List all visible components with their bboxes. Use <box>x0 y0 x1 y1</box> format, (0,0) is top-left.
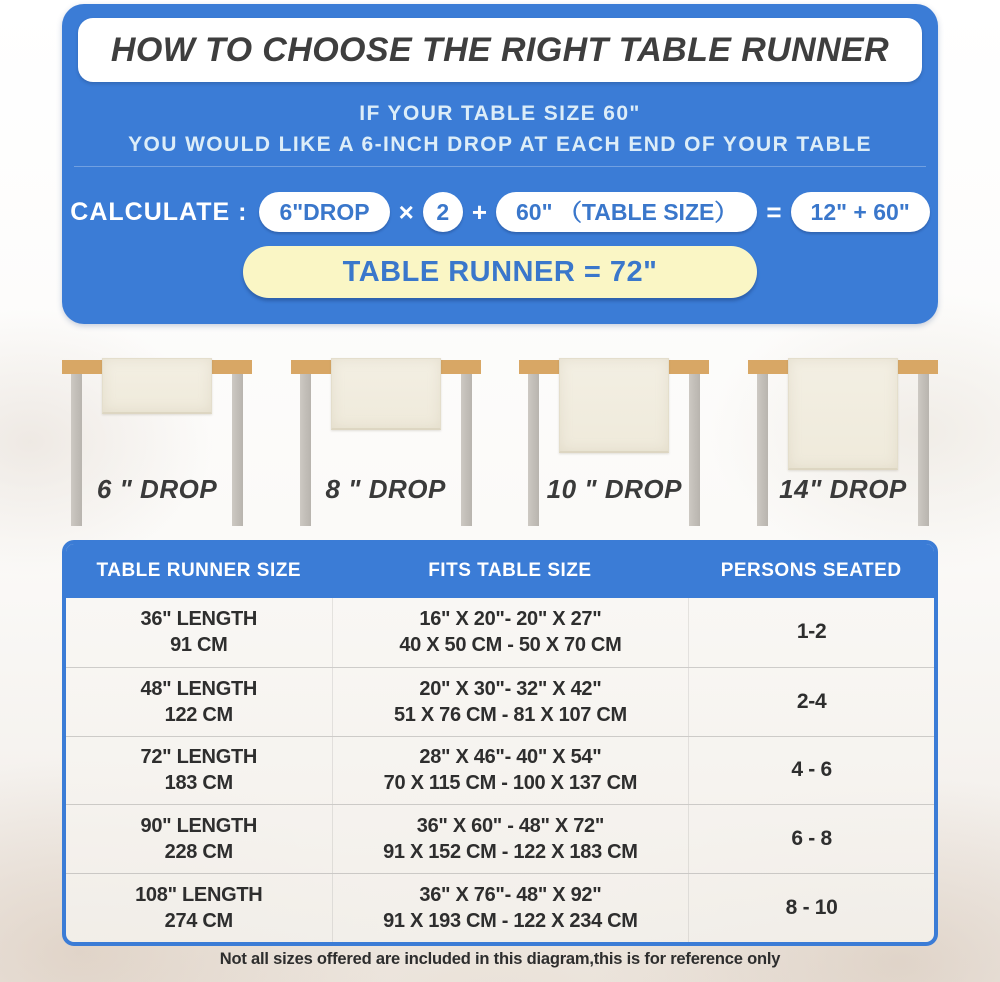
drop-illustration <box>62 354 252 526</box>
fits-size-cm: 51 X 76 CM - 81 X 107 CM <box>393 703 627 726</box>
drops-row <box>62 354 938 526</box>
table-runner-graphic <box>102 358 212 414</box>
table-row <box>66 736 934 805</box>
hero-panel <box>62 4 938 324</box>
drop-illustration <box>748 354 938 526</box>
table-runner-graphic <box>559 358 669 453</box>
table-runner-graphic <box>331 358 441 430</box>
intro-line-2: YOU WOULD LIKE A 6-INCH DROP AT EACH END OF YOUR TABLE <box>128 133 872 156</box>
cell-runner-size <box>66 737 332 805</box>
plus-sign: + <box>471 196 487 227</box>
cell-runner-size <box>66 598 332 667</box>
fits-size-inches: 20" X 30"- 32" X 42" <box>419 677 602 700</box>
runner-size-inches: 36" LENGTH <box>140 608 258 631</box>
fits-size-cm: 40 X 50 CM - 50 X 70 CM <box>399 634 622 657</box>
cell-persons-seated: 2-4 <box>688 668 934 736</box>
calculate-formula <box>62 190 938 234</box>
fits-size-cm: 70 X 115 CM - 100 X 137 CM <box>383 772 638 795</box>
intro-text <box>62 98 938 160</box>
page-title: HOW TO CHOOSE THE RIGHT TABLE RUNNER <box>110 30 890 69</box>
drop-pill: 6"DROP <box>259 192 389 232</box>
fits-size-inches: 28" X 46"- 40" X 54" <box>419 746 602 769</box>
runner-size-inches: 48" LENGTH <box>140 677 258 700</box>
size-table <box>62 540 938 946</box>
table-runner-graphic <box>788 358 898 470</box>
intro-line-1: IF YOUR TABLE SIZE 60" <box>359 102 641 125</box>
table-row <box>66 598 934 667</box>
footer-note: Not all sizes offered are included in this diagram,this is for reference only <box>219 950 781 968</box>
multiplier-circle: 2 <box>423 192 463 232</box>
table-row <box>66 873 934 942</box>
drop-label: 10 " DROP <box>546 474 682 504</box>
cell-fits-table-size <box>332 805 689 873</box>
cell-fits-table-size <box>332 737 689 805</box>
cell-fits-table-size <box>332 874 689 942</box>
size-table-header <box>66 544 934 598</box>
fits-size-cm: 91 X 193 CM - 122 X 234 CM <box>383 910 638 933</box>
drop-illustration <box>519 354 709 526</box>
runner-size-inches: 90" LENGTH <box>140 815 258 838</box>
runner-size-cm: 274 CM <box>164 910 233 933</box>
cell-persons-seated: 1-2 <box>688 598 934 667</box>
table-row <box>66 667 934 736</box>
cell-runner-size <box>66 668 332 736</box>
runner-size-inches: 72" LENGTH <box>140 746 258 769</box>
column-header-persons: PERSONS SEATED <box>720 560 902 581</box>
fits-size-inches: 36" X 60" - 48" X 72" <box>416 815 605 838</box>
cell-runner-size <box>66 874 332 942</box>
table-row <box>66 804 934 873</box>
cell-fits-table-size <box>332 668 689 736</box>
drop-label: 6 " DROP <box>96 474 218 504</box>
title-box <box>78 18 922 82</box>
drop-label: 8 " DROP <box>325 474 446 504</box>
cell-persons-seated: 6 - 8 <box>688 805 934 873</box>
cell-persons-seated: 8 - 10 <box>688 874 934 942</box>
cell-fits-table-size <box>332 598 689 667</box>
drop-label: 14" DROP <box>779 474 907 504</box>
divider-line <box>74 166 926 167</box>
result-pill <box>243 246 757 298</box>
runner-size-cm: 183 CM <box>164 772 233 795</box>
column-header-fits-table: FITS TABLE SIZE <box>428 560 592 581</box>
runner-size-cm: 228 CM <box>164 841 233 864</box>
multiply-sign: × <box>398 196 414 227</box>
table-size-pill: 60" （TABLE SIZE） <box>496 192 757 232</box>
cell-runner-size <box>66 805 332 873</box>
fits-size-inches: 36" X 76"- 48" X 92" <box>419 884 602 907</box>
runner-size-inches: 108" LENGTH <box>135 884 263 907</box>
result-text: TABLE RUNNER = 72" <box>342 255 658 288</box>
runner-size-cm: 91 CM <box>170 634 228 657</box>
calculate-label: CALCULATE : <box>70 197 248 226</box>
fits-size-inches: 16" X 20"- 20" X 27" <box>419 608 602 631</box>
equals-sign: = <box>766 196 782 227</box>
cell-persons-seated: 4 - 6 <box>688 737 934 805</box>
column-header-runner-size: TABLE RUNNER SIZE <box>96 560 302 581</box>
drop-illustration <box>291 354 481 526</box>
sum-pill: 12" + 60" <box>791 192 930 232</box>
fits-size-cm: 91 X 152 CM - 122 X 183 CM <box>383 841 638 864</box>
runner-size-cm: 122 CM <box>164 703 233 726</box>
